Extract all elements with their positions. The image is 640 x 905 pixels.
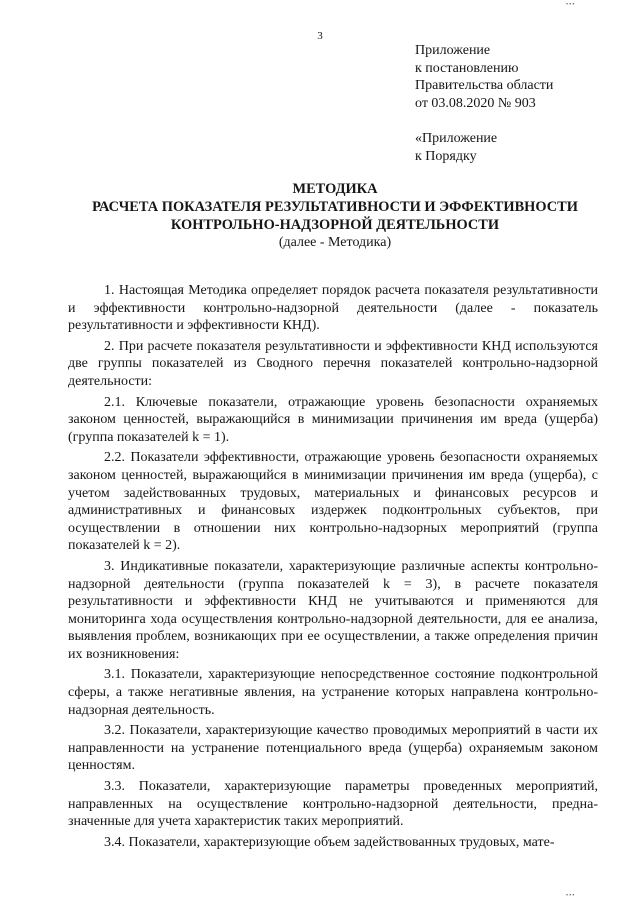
- title-line: МЕТОДИКА: [292, 181, 378, 197]
- appendix-line: «Приложение: [415, 131, 498, 146]
- scan-artifact: •••: [566, 2, 576, 8]
- appendix-header: [415, 42, 553, 112]
- appendix-line: Приложение: [415, 43, 491, 58]
- title-line: КОНТРОЛЬНО-НАДЗОРНОЙ ДЕЯТЕЛЬНОСТИ: [170, 217, 500, 233]
- document-title: [40, 180, 630, 252]
- paragraph: 2. При расчете показателя результативности и эффективности КНД используются две группы показателей из Сводного перечня показателей контрольно-надзорной деятельности:: [68, 338, 598, 389]
- document-body: [68, 282, 598, 854]
- paragraph: 3.2. Показатели, характеризующие качество проводимых мероприятий в части их направленности на устранение потенциального вреда (ущерба) охраняемым законом ценностям.: [68, 723, 598, 774]
- appendix-line: Правительства области: [415, 78, 554, 93]
- appendix-line: от 03.08.2020 № 903: [415, 95, 536, 111]
- appendix-line: к Порядку: [415, 148, 477, 164]
- title-subtitle: (далее - Методика): [278, 235, 392, 250]
- appendix-to-order: [415, 130, 497, 165]
- page-number: 3: [317, 30, 323, 42]
- title-line: РАСЧЕТА ПОКАЗАТЕЛЯ РЕЗУЛЬТАТИВНОСТИ И ЭФФЕКТИВНОСТИ: [92, 199, 578, 215]
- paragraph: 3.1. Показатели, характеризующие непосредственное состояние подконтрольной сферы, а также негативные явления, на устранение которых направлена контрольно-надзорная деятельность.: [68, 667, 598, 718]
- paragraph: 3.4. Показатели, характеризующие объем задействованных трудовых, мате-: [104, 834, 555, 850]
- paragraph: 1. Настоящая Методика определяет порядок расчета показателя результативности и эффективности контрольно-надзорной деятельности (далее - показатель результативности и эффективности КНД).: [68, 283, 598, 334]
- paragraph: 3.3. Показатели, характеризующие параметры проведенных мероприятий, направленных на осуществление контрольно-надзорной деятельности, предназначенные для учета характеристик таких мероприятий.: [68, 779, 598, 830]
- scan-artifact: •••: [566, 893, 576, 899]
- paragraph: 2.1. Ключевые показатели, отражающие уровень безопасности охраняемых законом ценностей, выражающийся в минимизации причинения им вреда (ущерба) (группа показателей k = 1).: [68, 394, 598, 445]
- paragraph: 3. Индикативные показатели, характеризующие различные аспекты контрольно-надзорной деятельности (группа показателей k = 3), в расчете показателя результативности и эффективности КНД не учитываются и применяются для мониторинга хода осуществления контрольно-надзорной деятельности, для ее анализа, выявления проблем, возникающих при ее осуществлении, а также определения причин их возникновения:: [68, 558, 598, 662]
- appendix-line: к постановлению: [415, 60, 519, 76]
- paragraph: 2.2. Показатели эффективности, отражающие уровень безопасности охраняемых законом ценностей, выражающийся в минимизации причинения им вреда (ущерба), с учетом задействованных трудовых, материальных и финансовых ресурсов и административных и финансовых издержек подконтрольных субъектов, при осуществлении в отношении них контрольно-надзорных мероприятий (группа показателей k = 2).: [68, 450, 598, 554]
